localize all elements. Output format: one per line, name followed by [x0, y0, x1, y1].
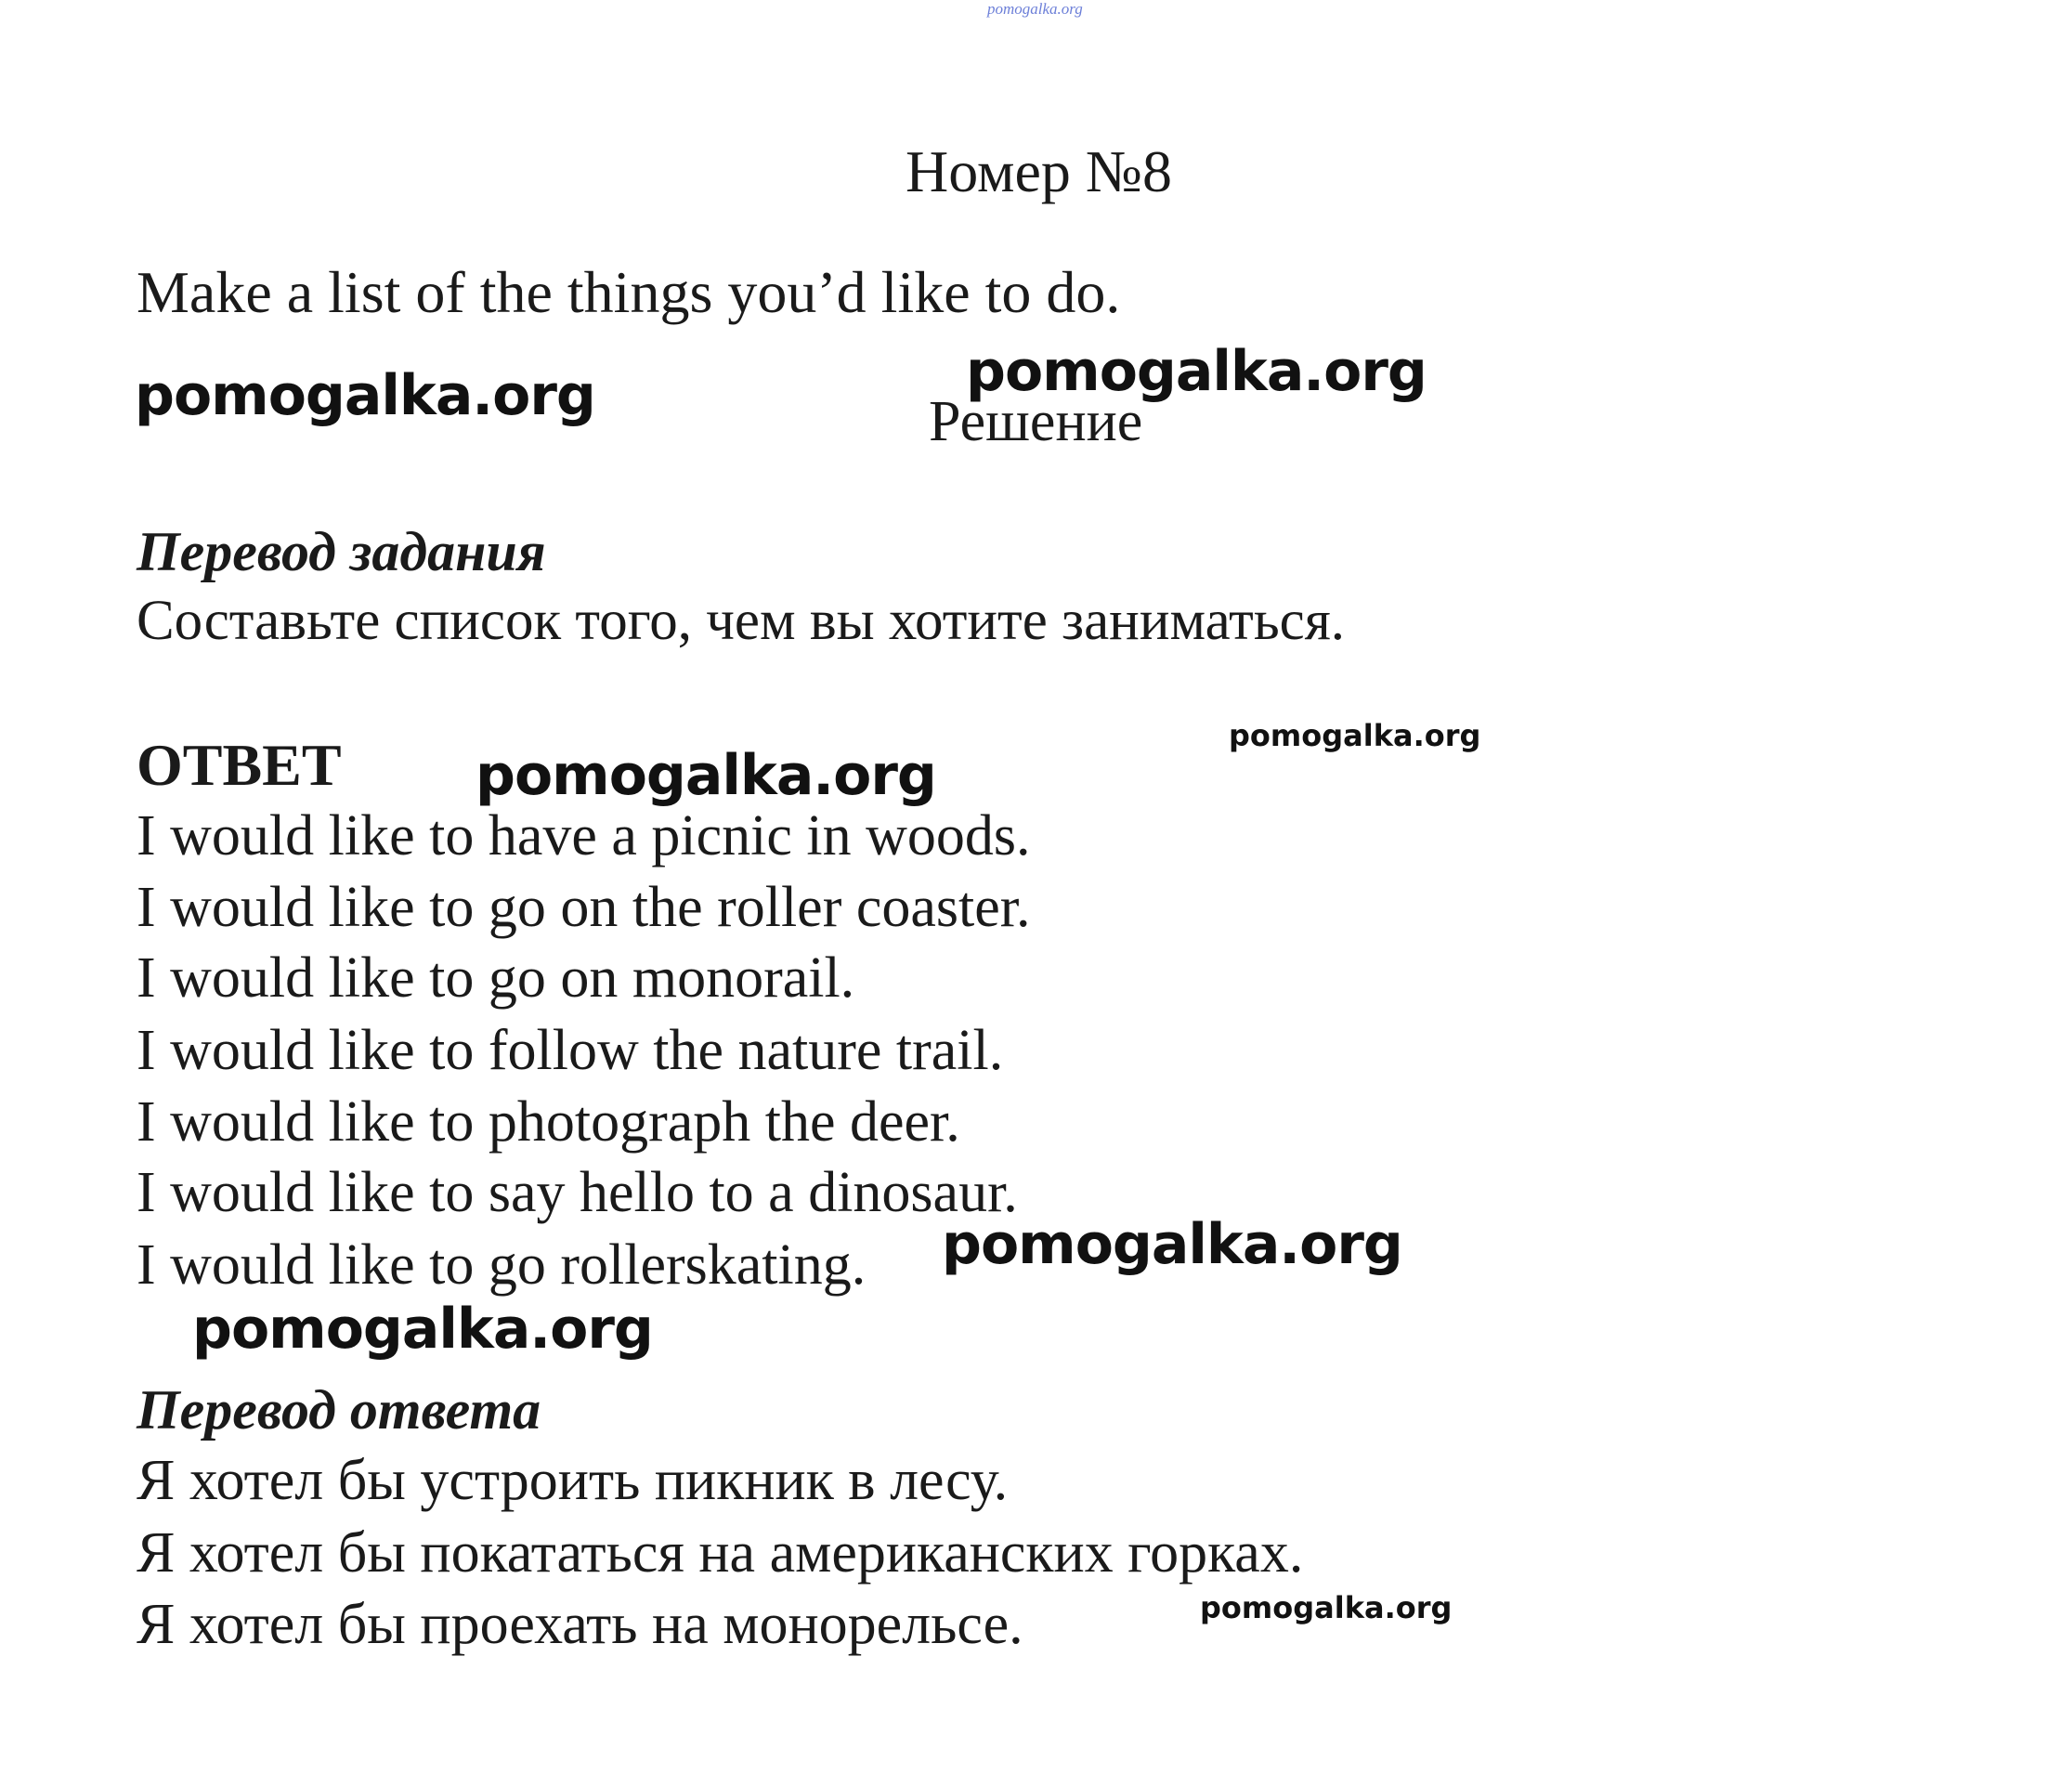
watermark-text: pomogalka.org [1229, 718, 1481, 753]
answer-line: I would like to go on monorail. [137, 946, 855, 1010]
answer-line: I would like to have a picnic in woods. [137, 804, 1031, 867]
watermark-text: pomogalka.org [966, 339, 1427, 404]
answer-line: I would like to go on the roller coaster. [137, 876, 1031, 939]
watermark-text: pomogalka.org [135, 363, 595, 428]
solution-label: Решение [929, 390, 1143, 453]
watermark-text: pomogalka.org [192, 1297, 653, 1362]
answer-translation-line: Я хотел бы покататься на американских горках. [137, 1521, 1304, 1585]
answer-translation-line: Я хотел бы проехать на монорельсе. [137, 1593, 1023, 1656]
task-text: Make a list of the things you’d like to do. [137, 259, 1121, 325]
answer-translation-line: Я хотел бы устроить пикник в лесу. [137, 1449, 1009, 1512]
watermark-text: pomogalka.org [942, 1212, 1402, 1277]
answer-translation-heading: Перевод ответа [137, 1379, 541, 1441]
answer-line: I would like to say hello to a dinosaur. [137, 1161, 1018, 1224]
answer-line: I would like to go rollerskating. [137, 1233, 867, 1297]
header-site-mark: pomogalka.org [987, 0, 1083, 18]
task-translation-text: Составьте список того, чем вы хотите заниматься. [137, 590, 1346, 652]
answer-line: I would like to photograph the deer. [137, 1090, 960, 1154]
answer-heading: ОТВЕТ [137, 732, 342, 798]
watermark-text: pomogalka.org [1200, 1590, 1453, 1625]
page-title: Номер №8 [906, 138, 1172, 204]
watermark-text: pomogalka.org [476, 743, 936, 808]
task-translation-heading: Перевод задания [137, 521, 546, 582]
answer-line: I would like to follow the nature trail. [137, 1019, 1004, 1082]
